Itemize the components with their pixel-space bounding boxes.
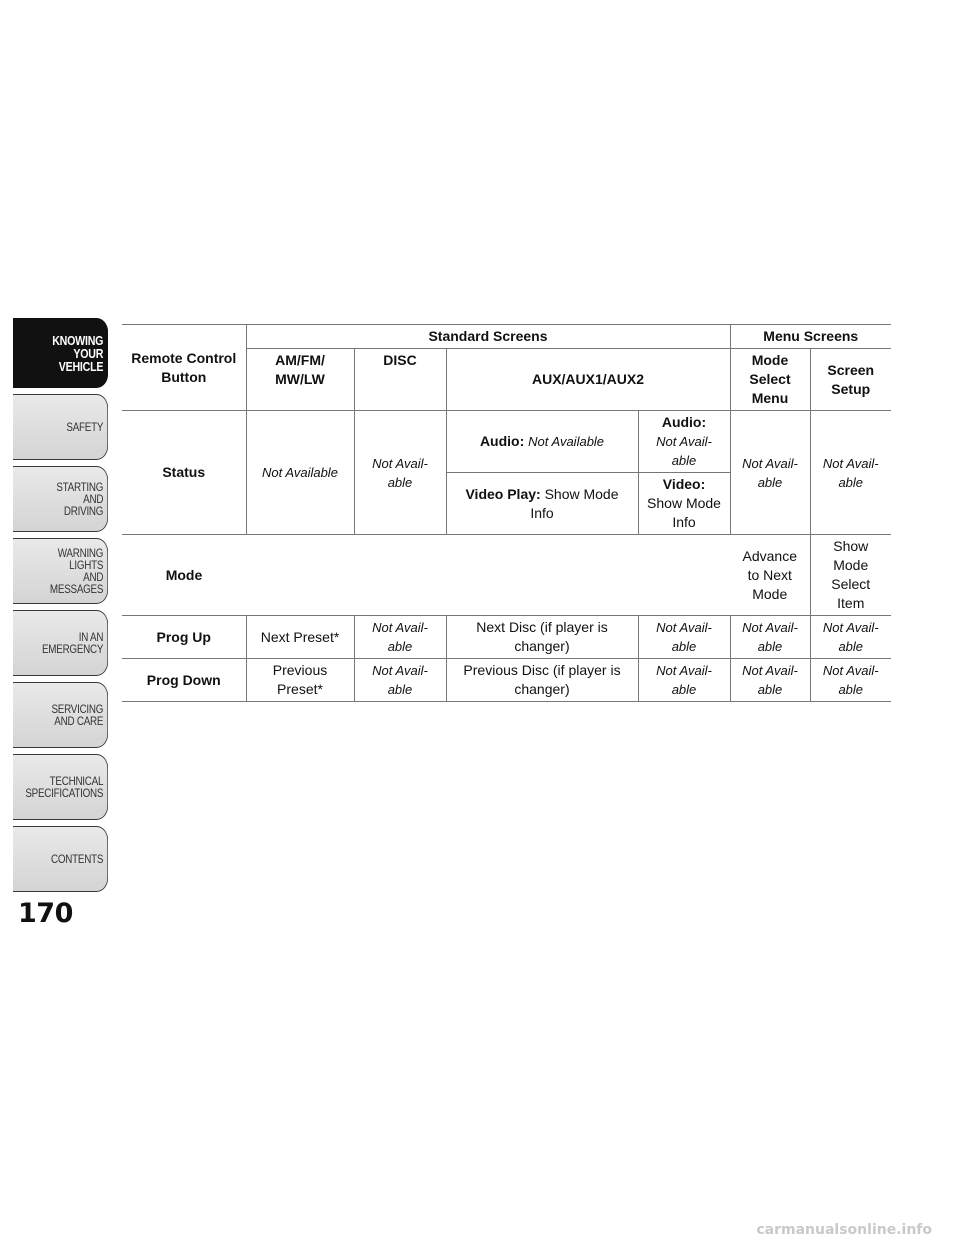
prog-up-label: Prog Up bbox=[122, 616, 246, 659]
mode-row bbox=[122, 535, 891, 616]
status-screen-setup: Not Avail- able bbox=[810, 411, 891, 535]
tab-safety[interactable]: SAFETY bbox=[13, 394, 108, 460]
prog-up-screen-setup: Not Avail- able bbox=[810, 616, 891, 659]
header-row-1 bbox=[122, 325, 891, 349]
status-mode-select: Not Avail- able bbox=[730, 411, 810, 535]
prog-up-row bbox=[122, 616, 891, 659]
status-amfm: Not Available bbox=[246, 411, 354, 535]
standard-screens-header: Standard Screens bbox=[246, 325, 730, 349]
status-row-audio bbox=[122, 411, 891, 473]
remote-control-table bbox=[122, 324, 891, 702]
chapter-tabs bbox=[13, 318, 108, 898]
status-audio-2: Audio: Not Avail- able bbox=[638, 411, 730, 473]
prog-down-row bbox=[122, 659, 891, 702]
status-disc: Not Avail- able bbox=[354, 411, 446, 535]
mode-standard-empty bbox=[246, 535, 730, 616]
tab-technical-specifications[interactable]: TECHNICAL SPECIFICATIONS bbox=[13, 754, 108, 820]
prog-down-disc: Not Avail- able bbox=[354, 659, 446, 702]
prog-up-disc: Not Avail- able bbox=[354, 616, 446, 659]
prog-down-label: Prog Down bbox=[122, 659, 246, 702]
prog-down-amfm: Previous Preset* bbox=[246, 659, 354, 702]
aux-header: AUX/AUX1/AUX2 bbox=[446, 349, 730, 411]
prog-up-mode-select: Not Avail- able bbox=[730, 616, 810, 659]
remote-control-button-header: Remote Control Button bbox=[122, 325, 246, 411]
status-video-2: Video: Show Mode Info bbox=[638, 473, 730, 535]
prog-down-aux: Previous Disc (if player is changer) bbox=[446, 659, 638, 702]
page-number: 170 bbox=[18, 898, 73, 929]
screen-setup-header: Screen Setup bbox=[810, 349, 891, 411]
status-label: Status bbox=[122, 411, 246, 535]
tab-contents[interactable]: CONTENTS bbox=[13, 826, 108, 892]
status-video: Video Play: Show Mode Info bbox=[446, 473, 638, 535]
prog-down-aux-2: Not Avail- able bbox=[638, 659, 730, 702]
amfm-header: AM/FM/ MW/LW bbox=[246, 349, 354, 411]
mode-screen-setup: Show Mode Select Item bbox=[810, 535, 891, 616]
prog-up-aux-2: Not Avail- able bbox=[638, 616, 730, 659]
tab-starting-and-driving[interactable]: STARTING AND DRIVING bbox=[13, 466, 108, 532]
tab-knowing-your-vehicle[interactable]: KNOWING YOUR VEHICLE bbox=[13, 318, 108, 388]
menu-screens-header: Menu Screens bbox=[730, 325, 891, 349]
mode-label: Mode bbox=[122, 535, 246, 616]
status-audio: Audio: Not Available bbox=[446, 411, 638, 473]
mode-mode-select: Advance to Next Mode bbox=[730, 535, 810, 616]
tab-warning-lights-and-messages[interactable]: WARNING LIGHTS AND MESSAGES bbox=[13, 538, 108, 604]
prog-down-screen-setup: Not Avail- able bbox=[810, 659, 891, 702]
prog-up-amfm: Next Preset* bbox=[246, 616, 354, 659]
tab-servicing-and-care[interactable]: SERVICING AND CARE bbox=[13, 682, 108, 748]
mode-select-menu-header: Mode Select Menu bbox=[730, 349, 810, 411]
watermark-footer: carmanualsonline.info bbox=[756, 1222, 932, 1238]
tab-in-an-emergency[interactable]: IN AN EMERGENCY bbox=[13, 610, 108, 676]
prog-up-aux: Next Disc (if player is changer) bbox=[446, 616, 638, 659]
disc-header: DISC bbox=[354, 349, 446, 411]
prog-down-mode-select: Not Avail- able bbox=[730, 659, 810, 702]
